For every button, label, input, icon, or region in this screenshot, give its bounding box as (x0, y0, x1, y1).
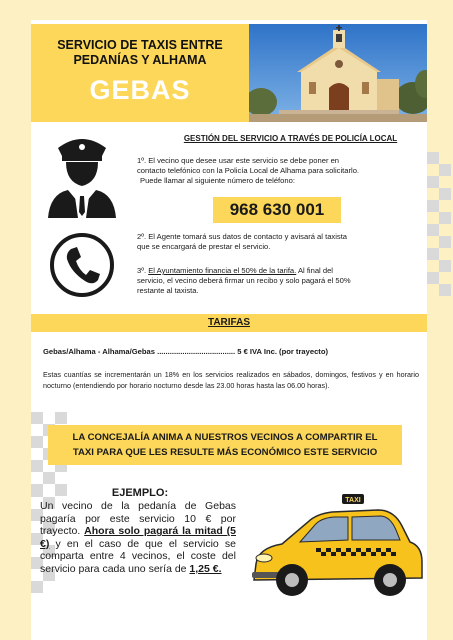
step-3-prefix: 3º. (137, 266, 147, 275)
step-3-line2: servicio, el vecino deberá firmar un recibo y solo pagará el 50% (137, 276, 351, 286)
church-photo (249, 24, 427, 122)
share-taxi-line1: LA CONCEJALÍA ANIMA A NUESTROS VECINOS A COMPARTIR EL (72, 432, 378, 443)
step-3-text (137, 266, 423, 297)
police-officer-icon (44, 132, 120, 218)
step-1-line3: Puede llamar al siguiente número de teléfono: (140, 176, 295, 186)
share-taxi-line2: TAXI PARA QUE LES RESULTE MÁS ECONÓMICO ESTE SERVICIO (72, 447, 378, 458)
tarifas-section (31, 332, 427, 412)
frame-top (0, 0, 453, 20)
phone-number[interactable]: 968 630 001 (213, 197, 341, 223)
share-taxi-banner (48, 425, 402, 465)
step-1-text (137, 156, 422, 187)
rate-line: Gebas/Alhama - Alhama/Gebas ..................................... 5 € IVA Inc. (por trayecto) (43, 347, 328, 356)
service-section-title: GESTIÓN DEL SERVICIO A TRAVÉS DE POLICÍA LOCAL (183, 134, 398, 143)
step-3-highlight: El Ayuntamiento financia el 50% de la tarifa. (148, 266, 297, 275)
example-text (40, 500, 236, 576)
step-1-line2: contacto telefónico con la Policía Local de Alhama para solicitarlo. (137, 166, 360, 176)
step-2-text (137, 232, 423, 252)
service-section (31, 126, 427, 314)
telephone-icon (49, 232, 115, 298)
step-3-rest: Al final del (296, 266, 333, 275)
example-half-price: Ahora solo pagará la mitad (5 €) (40, 525, 236, 550)
taxi-sign-text: TAXI (345, 497, 361, 504)
frame-right (427, 0, 453, 640)
example-text-b: y en el caso de que el servicio se comparta entre 4 vecinos, el coste del servicio para cada uno sería de (40, 537, 236, 575)
tarifas-heading: TARIFAS (31, 314, 427, 332)
example-text-a: Un vecino de la pedanía de Gebas pagaría por este servicio 10 € por trayecto. (40, 500, 236, 538)
header-title-line1: SERVICIO DE TAXIS ENTRE (57, 38, 223, 52)
step-3-line3: restante al taxista. (137, 286, 199, 296)
step-2-line2: que se encargará de prestar el servicio. (137, 242, 271, 252)
step-1-line1: 1º. El vecino que desee usar este servicio se debe poner en (137, 156, 340, 165)
header-title (31, 38, 249, 68)
step-3-line1 (137, 266, 423, 276)
header-banner (31, 24, 249, 122)
town-name: GEBAS (89, 75, 191, 105)
taxi-illustration (246, 492, 424, 602)
example-amount: 1,25 €. (189, 562, 222, 575)
header-title-line2: PEDANÍAS Y ALHAMA (73, 53, 207, 67)
frame-left (0, 0, 31, 640)
example-title: EJEMPLO: (111, 487, 169, 499)
rate-surcharge-note: Estas cuantías se incrementarán un 18% en los servicios realizados en sábados, domingos, festivos y en horario nocturno (entendiendo por horario nocturno desde las 23.00 horas hasta las 06.00 horas). (43, 370, 419, 390)
step-2-line1: 2º. El Agente tomará sus datos de contacto y avisará al taxista (137, 232, 348, 241)
